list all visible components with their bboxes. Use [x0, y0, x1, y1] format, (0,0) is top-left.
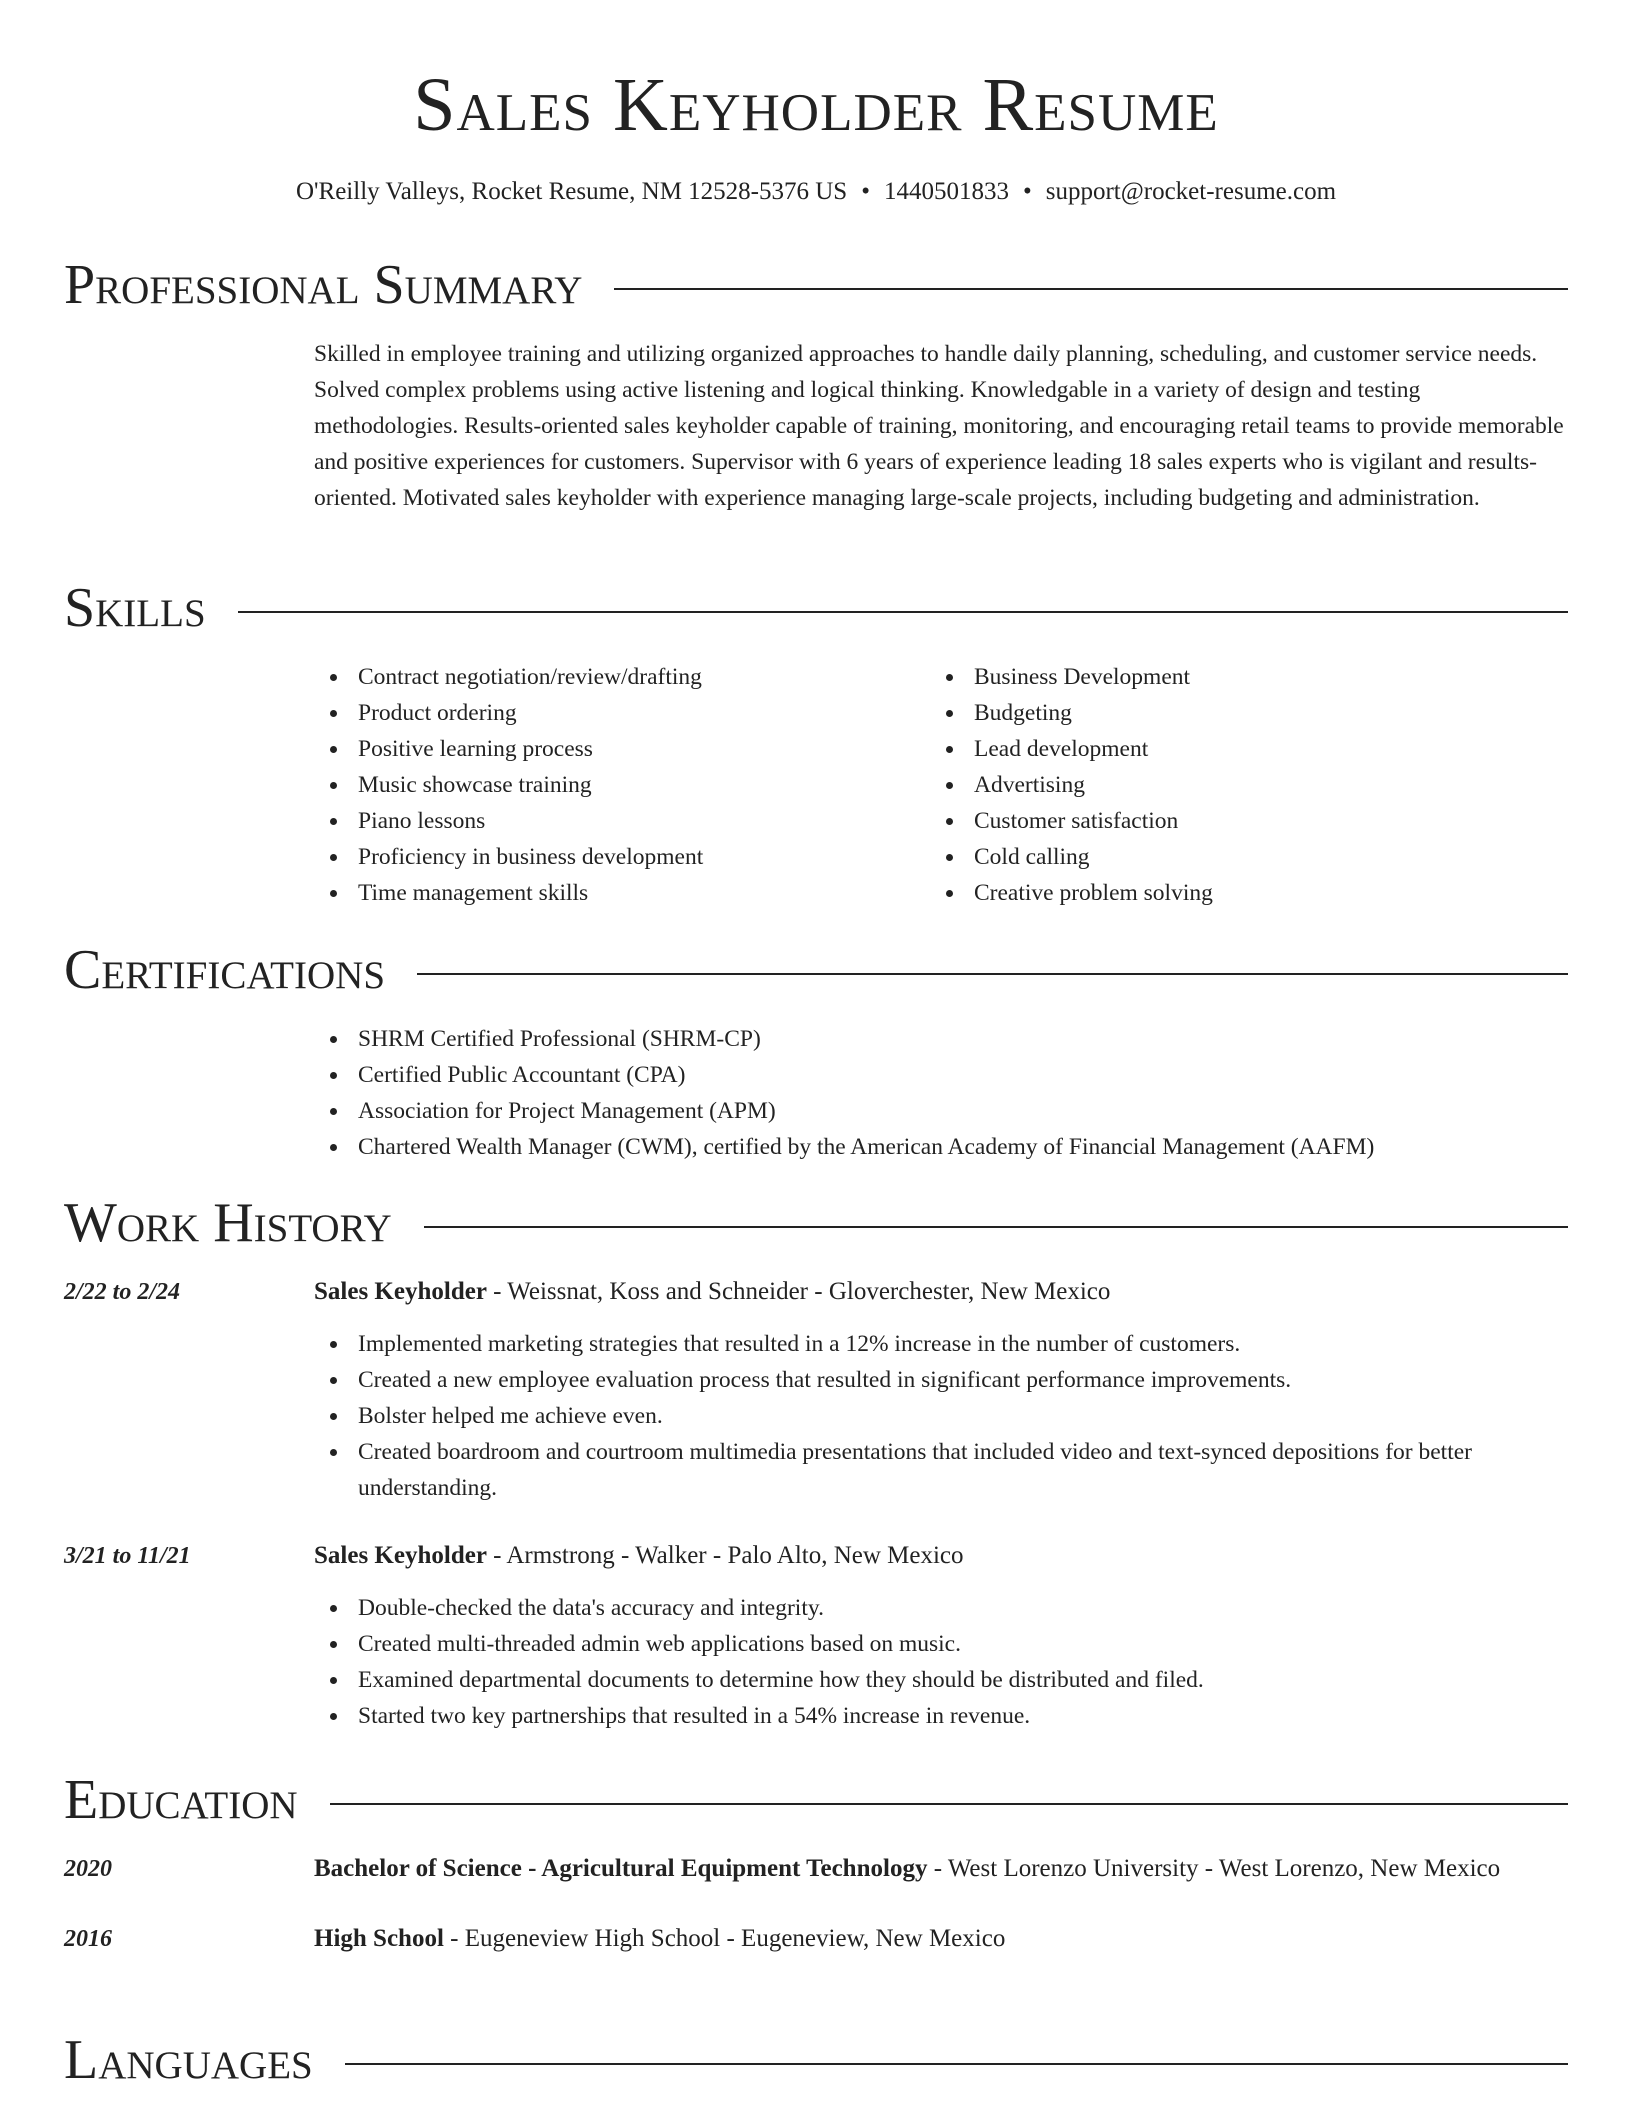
skills-list-left — [314, 659, 930, 911]
work-bullet: Started two key partnerships that resulted in a 54% increase in revenue. — [314, 1698, 1568, 1734]
section-title: Skills — [64, 577, 206, 639]
skill-item: Creative problem solving — [930, 875, 1546, 911]
work-bullet: Created multi-threaded admin web applications based on music. — [314, 1626, 1568, 1662]
resume-title: Sales Keyholder Resume — [413, 63, 1219, 147]
skill-item: Product ordering — [314, 695, 930, 731]
degree-title: High School — [314, 1925, 444, 1952]
contact-separator: • — [861, 178, 870, 205]
section-title: Languages — [64, 2029, 313, 2091]
education-heading — [314, 1849, 1568, 1889]
section-rule — [345, 2063, 1568, 2065]
work-bullets — [314, 1326, 1568, 1506]
section-header — [64, 1188, 1568, 1258]
skill-item: Proficiency in business development — [314, 839, 930, 875]
skill-item: Positive learning process — [314, 731, 930, 767]
work-heading — [314, 1272, 1568, 1312]
section-header — [64, 2025, 1568, 2095]
section-rule — [424, 1226, 1568, 1228]
contact-email: support@rocket-resume.com — [1045, 178, 1337, 205]
certifications-list — [314, 1021, 1568, 1165]
certification-item: Association for Project Management (APM) — [314, 1093, 1568, 1129]
education-school: - Eugeneview High School - Eugeneview, New Mexico — [443, 1925, 1006, 1952]
skill-item: Cold calling — [930, 839, 1546, 875]
work-heading — [314, 1536, 1568, 1576]
education-entry — [64, 1919, 1568, 1959]
languages-section — [64, 2025, 1568, 2095]
skill-item: Business Development — [930, 659, 1546, 695]
job-title: Sales Keyholder — [314, 1278, 487, 1305]
work-content — [314, 1536, 1568, 1734]
section-rule — [330, 1803, 1568, 1805]
certification-item: Chartered Wealth Manager (CWM), certified by the American Academy of Financial Management (AAFM) — [314, 1129, 1568, 1165]
skill-item: Budgeting — [930, 695, 1546, 731]
degree-title: Bachelor of Science - Agricultural Equipment Technology — [314, 1855, 928, 1882]
contact-separator: • — [1022, 178, 1032, 205]
work-bullet: Double-checked the data's accuracy and integrity. — [314, 1590, 1568, 1626]
section-title: Education — [64, 1769, 298, 1831]
summary-text: Skilled in employee training and utilizing organized approaches to handle daily planning, scheduling, and customer service needs. Solved complex problems using active listening and logical thinking. Knowledgable in a variety of design and testing methodologies. Results-oriented sales keyholder capable of training, monitoring, and encouraging retail teams to provide memorable and positive experiences for customers. Supervisor with 6 years of experience leading 18 sales experts who is vigilant and results-oriented. Motivated sales keyholder with experience managing large-scale projects, including budgeting and administration. — [314, 341, 1564, 511]
skills-section — [64, 573, 1568, 911]
section-header — [64, 1765, 1568, 1835]
section-header — [64, 935, 1568, 1005]
work-bullet: Created boardroom and courtroom multimedia presentations that included video and text-synced depositions for better understanding. — [314, 1434, 1568, 1506]
section-title: Certifications — [64, 939, 386, 1001]
section-title: Professional Summary — [64, 254, 583, 316]
work-entry — [64, 1536, 1568, 1734]
skill-item: Contract negotiation/review/drafting — [314, 659, 930, 695]
skill-item: Music showcase training — [314, 767, 930, 803]
job-title: Sales Keyholder — [314, 1542, 487, 1569]
work-content — [314, 1272, 1568, 1506]
work-entry — [64, 1272, 1568, 1506]
section-rule — [417, 973, 1568, 975]
contact-phone: 1440501833 — [883, 178, 1009, 205]
skill-item: Piano lessons — [314, 803, 930, 839]
work-bullet: Created a new employee evaluation process that resulted in significant performance improvements. — [314, 1362, 1568, 1398]
skill-item: Advertising — [930, 767, 1546, 803]
education-date: 2016 — [64, 1926, 112, 1952]
work-date: 3/21 to 11/21 — [64, 1543, 191, 1569]
education-date: 2020 — [64, 1856, 112, 1882]
skill-item: Time management skills — [314, 875, 930, 911]
work-bullet: Bolster helped me achieve even. — [314, 1398, 1568, 1434]
education-school: - West Lorenzo University - West Lorenzo, New Mexico — [927, 1855, 1501, 1882]
education-entry — [64, 1849, 1568, 1889]
section-header — [64, 573, 1568, 643]
summary-section — [64, 250, 1568, 516]
skills-list-right — [930, 659, 1546, 911]
work-bullets — [314, 1590, 1568, 1734]
job-employer: - Armstrong - Walker - Palo Alto, New Mexico — [486, 1542, 964, 1569]
skill-item: Customer satisfaction — [930, 803, 1546, 839]
contact-address: O'Reilly Valleys, Rocket Resume, NM 12528-5376 US — [295, 178, 848, 205]
work-history-section — [64, 1188, 1568, 1734]
job-employer: - Weissnat, Koss and Schneider - Gloverchester, New Mexico — [486, 1278, 1111, 1305]
work-date: 2/22 to 2/24 — [64, 1279, 181, 1305]
certification-item: SHRM Certified Professional (SHRM-CP) — [314, 1021, 1568, 1057]
section-header — [64, 250, 1568, 320]
section-rule — [614, 288, 1568, 290]
contact-line — [0, 176, 1632, 208]
certifications-section — [64, 935, 1568, 1165]
skills-grid — [314, 659, 1568, 911]
section-rule — [238, 611, 1568, 613]
education-heading — [314, 1919, 1568, 1959]
education-section — [64, 1765, 1568, 1959]
work-bullet: Implemented marketing strategies that resulted in a 12% increase in the number of customers. — [314, 1326, 1568, 1362]
skill-item: Lead development — [930, 731, 1546, 767]
certification-item: Certified Public Accountant (CPA) — [314, 1057, 1568, 1093]
section-title: Work History — [64, 1192, 392, 1254]
work-bullet: Examined departmental documents to determine how they should be distributed and filed. — [314, 1662, 1568, 1698]
